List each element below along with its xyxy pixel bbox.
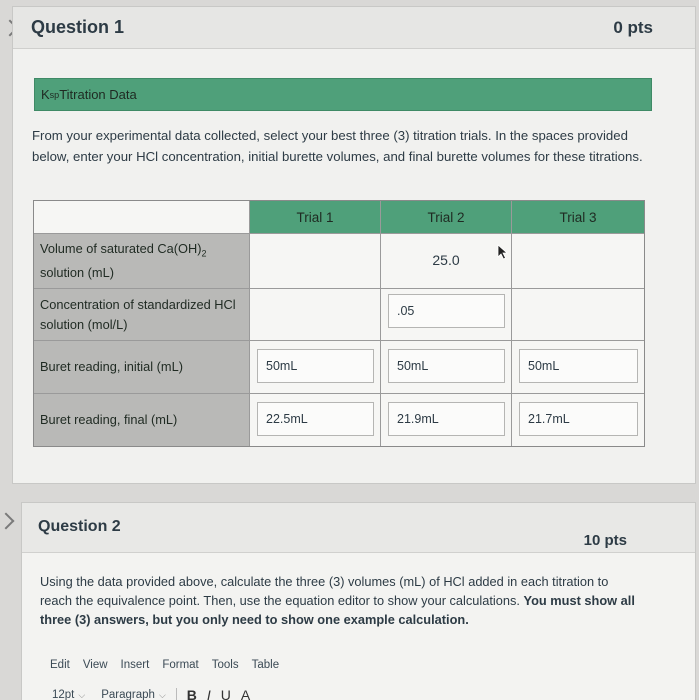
question-2-header	[22, 503, 695, 553]
editor-toolbar	[52, 687, 250, 700]
question-2-card	[21, 502, 696, 700]
menu-insert[interactable]: Insert	[120, 659, 150, 671]
question-1-instructions: From your experimental data collected, select your best three (3) titration trials. In the spaces provided below, enter your HCl concentration, initial burette volumes, and final burette volumes for these titrations.	[32, 128, 643, 164]
question-2-title: Question 2	[38, 518, 121, 535]
collapse-caret-icon[interactable]	[0, 513, 14, 530]
question-1-points: 0 pts	[613, 17, 653, 37]
row-label-caoh2-volume	[34, 234, 250, 288]
caoh2-trial-2: 25.0	[381, 234, 512, 288]
editor-menubar	[50, 659, 279, 671]
final-trial-3-input[interactable]: 21.7mL	[519, 402, 638, 436]
menu-view[interactable]: View	[82, 659, 108, 671]
caoh2-trial-1	[250, 234, 381, 288]
initial-trial-1	[250, 341, 381, 393]
initial-trial-3-input[interactable]: 50mL	[519, 349, 638, 383]
question-2-points: 10 pts	[583, 532, 627, 549]
hcl-trial-3	[512, 289, 644, 340]
chevron-down-icon: ⌵	[78, 690, 86, 700]
final-trial-1	[250, 394, 381, 446]
italic-button[interactable]: I	[206, 687, 211, 700]
table-row	[34, 289, 644, 341]
final-trial-1-input[interactable]: 22.5mL	[257, 402, 374, 436]
table-row	[34, 341, 644, 394]
banner-k: K	[41, 87, 50, 102]
banner-sub: sp	[49, 89, 60, 100]
question-2-text: Using the data provided above, calculate the three (3) volumes (mL) of HCl added in each titration to reach the equivalence point. Then, use the equation editor to show your calculations. You must show all three (3) answers, but you only need to show one example calculation.	[40, 574, 635, 627]
hcl-trial-2	[381, 289, 512, 340]
hcl-trial-1	[250, 289, 381, 340]
menu-table[interactable]: Table	[251, 659, 280, 671]
table-row	[34, 234, 644, 289]
initial-trial-1-input[interactable]: 50mL	[257, 349, 374, 383]
initial-trial-2-input[interactable]: 50mL	[388, 349, 505, 383]
mouse-pointer-icon	[497, 244, 509, 260]
font-size-select[interactable]: 12pt ⌵	[52, 689, 86, 700]
final-trial-2-input[interactable]: 21.9mL	[388, 402, 505, 436]
row-label-buret-initial: Buret reading, initial (mL)	[34, 341, 250, 393]
table-header-row	[34, 201, 644, 234]
hcl-concentration-input[interactable]: .05	[388, 294, 505, 328]
row-label-sub: 2	[201, 248, 207, 259]
underline-button[interactable]: U	[220, 687, 231, 700]
titration-data-banner	[34, 78, 652, 111]
banner-title: Titration Data	[59, 87, 137, 102]
row-label-text-end: solution (mL)	[40, 265, 114, 281]
row-label-text: Volume of saturated Ca(OH)	[40, 240, 202, 256]
menu-format[interactable]: Format	[162, 659, 199, 671]
row-label-hcl-concentration: Concentration of standardized HCl solution (mol/L)	[34, 289, 250, 340]
menu-edit[interactable]: Edit	[50, 659, 70, 671]
row-label-buret-final: Buret reading, final (mL)	[34, 394, 250, 446]
table-row	[34, 394, 644, 446]
header-blank	[34, 201, 250, 233]
titration-table	[33, 200, 645, 447]
header-trial-1: Trial 1	[250, 201, 381, 233]
header-trial-2: Trial 2	[381, 201, 512, 233]
toolbar-divider	[176, 688, 177, 700]
header-trial-3: Trial 3	[512, 201, 644, 233]
question-1-title: Question 1	[31, 17, 125, 37]
bold-button[interactable]: B	[186, 687, 197, 700]
initial-trial-3	[512, 341, 644, 393]
question-1-header	[13, 7, 695, 49]
final-trial-3	[512, 394, 644, 446]
chevron-down-icon: ⌵	[158, 690, 166, 700]
final-trial-2	[381, 394, 512, 446]
text-color-button[interactable]: A	[240, 687, 251, 700]
menu-tools[interactable]: Tools	[211, 659, 239, 671]
initial-trial-2	[381, 341, 512, 393]
caoh2-trial-3	[512, 234, 644, 288]
block-format-select[interactable]: Paragraph ⌵	[101, 689, 166, 700]
question-1-card	[12, 6, 696, 484]
